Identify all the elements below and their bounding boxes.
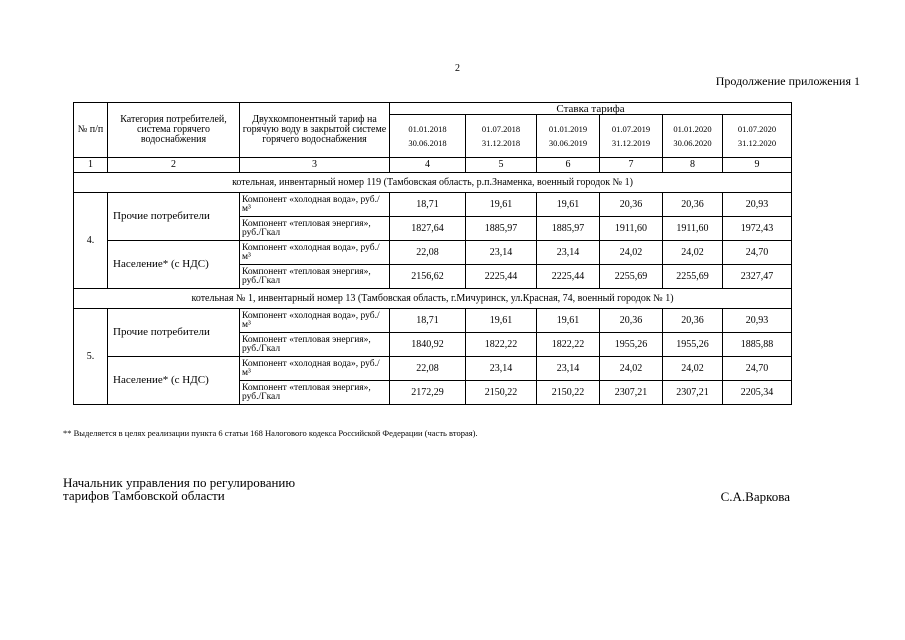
consumer-category: Прочие потребители (108, 309, 240, 357)
period-to: 30.06.2020 (673, 138, 712, 148)
tariff-value: 20,36 (663, 193, 723, 217)
tariff-component: Компонент «холодная вода», руб./м³ (240, 357, 390, 381)
table-row (74, 193, 792, 217)
period-cell (466, 115, 537, 158)
tariff-value: 2255,69 (663, 265, 723, 289)
tariff-value: 19,61 (537, 309, 600, 333)
tariff-value: 1972,43 (723, 217, 792, 241)
tariff-value: 2150,22 (466, 381, 537, 405)
tariff-value: 20,36 (600, 193, 663, 217)
tariff-value: 19,61 (466, 193, 537, 217)
period-to: 31.12.2018 (481, 138, 521, 148)
tariff-value: 2172,29 (390, 381, 466, 405)
column-number: 3 (240, 158, 390, 173)
tariff-component: Компонент «тепловая энергия», руб./Гкал (240, 265, 390, 289)
tariff-value: 18,71 (390, 309, 466, 333)
period-from: 01.07.2020 (737, 124, 777, 134)
tariff-value: 2225,44 (537, 265, 600, 289)
row-number: 4. (74, 193, 108, 289)
period-to: 30.06.2018 (408, 138, 447, 148)
tariff-value: 24,02 (600, 241, 663, 265)
column-number: 2 (108, 158, 240, 173)
tariff-component: Компонент «тепловая энергия», руб./Гкал (240, 381, 390, 405)
table-row (74, 309, 792, 333)
header-category: Категория потребителей, система горячего водоснабжения (108, 103, 240, 158)
tariff-value: 1955,26 (600, 333, 663, 357)
tariff-component: Компонент «холодная вода», руб./м³ (240, 309, 390, 333)
tariff-value: 24,70 (723, 241, 792, 265)
tariff-value: 1840,92 (390, 333, 466, 357)
column-number: 1 (74, 158, 108, 173)
consumer-category: Население* (с НДС) (108, 357, 240, 405)
consumer-category: Население* (с НДС) (108, 241, 240, 289)
tariff-value: 2307,21 (600, 381, 663, 405)
column-number: 4 (390, 158, 466, 173)
period-to: 30.06.2019 (548, 138, 588, 148)
period-from: 01.07.2019 (611, 124, 651, 134)
page-number: 2 (455, 63, 460, 74)
period-cell (723, 115, 792, 158)
tariff-value: 1827,64 (390, 217, 466, 241)
header-tariff: Двухкомпонентный тариф на горячую воду в закрытой системе горячего водоснабжения (240, 103, 390, 158)
tariff-value: 23,14 (537, 241, 600, 265)
column-number: 9 (723, 158, 792, 173)
header-no: № п/п (74, 103, 108, 158)
tariff-value: 24,02 (663, 241, 723, 265)
tariff-value: 18,71 (390, 193, 466, 217)
signature-name: С.А.Варкова (720, 489, 790, 504)
period-cell (537, 115, 600, 158)
tariff-value: 19,61 (466, 309, 537, 333)
tariff-value: 23,14 (466, 241, 537, 265)
signature-position-line1: Начальник управления по регулированию (63, 475, 296, 490)
tariff-value: 24,70 (723, 357, 792, 381)
tariff-value: 2307,21 (663, 381, 723, 405)
period-to: 31.12.2019 (611, 138, 651, 148)
tariff-value: 23,14 (537, 357, 600, 381)
table-row (74, 357, 792, 381)
footnote: ** Выделяется в целях реализации пункта 6 статьи 168 Налогового кодекса Российской Федерации (часть вторая). (63, 428, 478, 438)
tariff-value: 1885,88 (723, 333, 792, 357)
period-from: 01.01.2018 (408, 124, 447, 134)
tariff-value: 24,02 (600, 357, 663, 381)
tariff-value: 20,36 (600, 309, 663, 333)
tariff-value: 20,93 (723, 309, 792, 333)
tariff-value: 1885,97 (466, 217, 537, 241)
tariff-value: 2225,44 (466, 265, 537, 289)
column-number: 6 (537, 158, 600, 173)
tariff-value: 1822,22 (466, 333, 537, 357)
header-rate: Ставка тарифа (390, 103, 792, 115)
period-cell (600, 115, 663, 158)
tariff-component: Компонент «тепловая энергия», руб./Гкал (240, 217, 390, 241)
signature-position (63, 476, 295, 502)
tariff-value: 2150,22 (537, 381, 600, 405)
tariff-component: Компонент «тепловая энергия», руб./Гкал (240, 333, 390, 357)
period-cell (663, 115, 723, 158)
table-row (74, 241, 792, 265)
tariff-value: 1911,60 (663, 217, 723, 241)
appendix-title: Продолжение приложения 1 (715, 74, 860, 88)
tariff-component: Компонент «холодная вода», руб./м³ (240, 241, 390, 265)
row-number: 5. (74, 309, 108, 405)
tariff-value: 2327,47 (723, 265, 792, 289)
consumer-category: Прочие потребители (108, 193, 240, 241)
period-to: 31.12.2020 (737, 138, 777, 148)
period-from: 01.01.2020 (673, 124, 712, 134)
tariff-value: 2205,34 (723, 381, 792, 405)
tariff-value: 19,61 (537, 193, 600, 217)
tariff-value: 1822,22 (537, 333, 600, 357)
period-from: 01.01.2019 (548, 124, 588, 134)
tariff-value: 2255,69 (600, 265, 663, 289)
tariff-table (73, 102, 792, 405)
tariff-value: 2156,62 (390, 265, 466, 289)
period-cell (390, 115, 466, 158)
tariff-value: 1885,97 (537, 217, 600, 241)
period-from: 01.07.2018 (481, 124, 521, 134)
tariff-value: 24,02 (663, 357, 723, 381)
column-number: 7 (600, 158, 663, 173)
boiler-title: котельная № 1, инвентарный номер 13 (Тамбовская область, г.Мичуринск, ул.Красная, 74, военный городок № 1) (74, 289, 792, 309)
tariff-value: 22,08 (390, 357, 466, 381)
tariff-component: Компонент «холодная вода», руб./м³ (240, 193, 390, 217)
tariff-value: 20,93 (723, 193, 792, 217)
tariff-value: 20,36 (663, 309, 723, 333)
boiler-title: котельная, инвентарный номер 119 (Тамбовская область, р.п.Знаменка, военный городок № 1) (74, 173, 792, 193)
tariff-value: 1955,26 (663, 333, 723, 357)
signature-position-line2: тарифов Тамбовской области (63, 488, 225, 503)
column-number: 8 (663, 158, 723, 173)
tariff-value: 23,14 (466, 357, 537, 381)
tariff-value: 22,08 (390, 241, 466, 265)
tariff-value: 1911,60 (600, 217, 663, 241)
column-number: 5 (466, 158, 537, 173)
